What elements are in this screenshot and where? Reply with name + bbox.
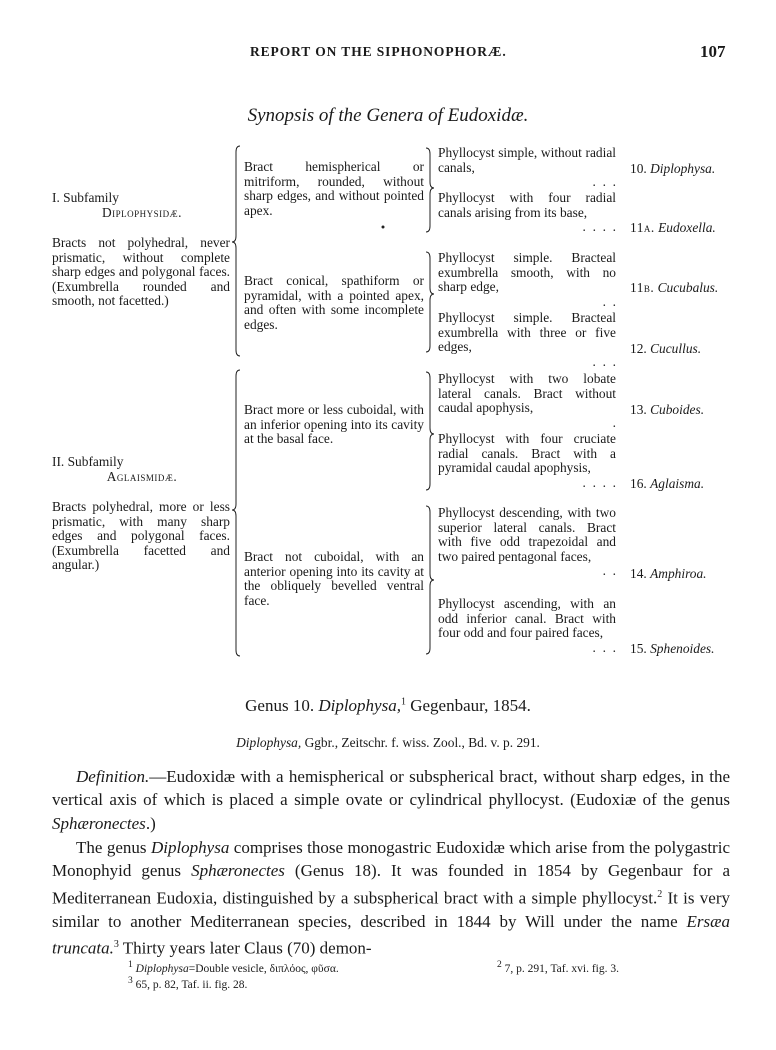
leader-dots: . . . . bbox=[575, 474, 616, 490]
subfamily-1-name: Diplophysidæ. bbox=[101, 204, 183, 220]
subfamily-1-description: Bracts not polyhedral, never prismatic, without complete sharp edges and polygonal faces. (Exumbrella rounded and smooth, not facetted.) bbox=[52, 235, 230, 309]
genus-entry-eudoxella: 11a. Eudoxella. bbox=[630, 220, 716, 235]
genus-entry-cuboides: 13. Cuboides. bbox=[630, 402, 705, 417]
synopsis-title: Synopsis of the Genera of Eudoxidæ. bbox=[247, 105, 529, 126]
brace-group-1-right bbox=[426, 148, 434, 232]
bract-group-4: Bract not cuboidal, with an anterior opening into its cavity at the obliquely bevelled ventral face. bbox=[244, 549, 424, 608]
option-cucullus: Phyllocyst simple. Bracteal exumbrella with three or five edges, . . . bbox=[438, 310, 616, 369]
footnote-3: $^3$ 65, p. 82, Taf. ii. fig. 28. bbox=[128, 975, 248, 991]
genus-entry-cucullus: 12. Cucullus. bbox=[630, 341, 702, 356]
genus-entry-amphiroa: 14. Amphiroa. bbox=[630, 566, 707, 581]
leader-dots: . . . . bbox=[575, 219, 616, 235]
footnote-2: $^2$ 7, p. 291, Taf. xvi. fig. 3. bbox=[497, 959, 619, 975]
body-paragraph: The genus Diplophysa comprises those monogastric Eudoxidæ which arise from the polygastric Monophyid genus Sphæronectes (Genus 18). It was founded in 1854 by Gegenbaur for a Mediterranean Eudoxia, distinguished by a subspherical bract with a simple phyllocyst.$^2$ It is very similar to another Mediterranean species, described in 1844 by Will under the name Ersæa truncata.$^3$ Thirty years later Claus (70) demon- bbox=[52, 838, 731, 958]
brace-subfamily-2-left bbox=[232, 370, 240, 656]
subfamily-2-label: II. Subfamily Aglaismidæ. bbox=[52, 455, 232, 484]
genus-reference: Diplophysa, Ggbr., Zeitschr. f. wiss. Zool., Bd. v. p. 291. bbox=[236, 735, 540, 750]
page-number: 107 bbox=[700, 42, 726, 61]
bract-group-1: Bract hemispherical or mitriform, rounded, without sharp edges, and without pointed apex. bbox=[244, 159, 424, 218]
option-diplophysa: Phyllocyst simple, without radial canals, . . . bbox=[438, 145, 616, 190]
leader-dots: . . . bbox=[585, 353, 616, 369]
brace-group-4-right bbox=[426, 506, 434, 654]
genus-heading: Genus 10. Diplophysa,$^1$ Gegenbaur, 1854. bbox=[245, 696, 531, 715]
brace-group-2-right bbox=[426, 252, 434, 352]
option-aglaisma: Phyllocyst with four cruciate radial canals. Bract with a pyramidal caudal apophysis, . . . . bbox=[438, 431, 616, 490]
bract-group-2: Bract conical, spathiform or pyramidal, with a pointed apex, and often with some incomplete edges. bbox=[244, 273, 424, 332]
genus-entry-cucubalus: 11b. Cucubalus. bbox=[630, 280, 719, 295]
leader-dots: . . bbox=[595, 563, 616, 579]
stray-ink-dot bbox=[382, 226, 385, 229]
option-cuboides: Phyllocyst with two lobate lateral canals. Bract without caudal apophysis, . bbox=[438, 371, 616, 430]
subfamily-1-label: I. Subfamily Diplophysidæ. bbox=[52, 191, 232, 220]
genus-entry-aglaisma: 16. Aglaisma. bbox=[630, 476, 705, 491]
leader-dots: . . bbox=[595, 293, 616, 309]
subfamily-2-description: Bracts polyhedral, more or less prismatic, with many sharp edges and polygonal faces. (Exumbrella facetted and angular.) bbox=[52, 499, 230, 573]
bract-group-3: Bract more or less cuboidal, with an inferior opening into its cavity at the basal face. bbox=[244, 402, 424, 447]
brace-subfamily-1-left bbox=[232, 146, 240, 356]
genus-entry-sphenoides: 15. Sphenoides. bbox=[630, 641, 715, 656]
running-header-title: REPORT ON THE SIPHONOPHORÆ. bbox=[250, 44, 507, 59]
footnote-1: $^1$ Diplophysa=Double vesicle, διπλόος, φῦσα. bbox=[128, 959, 339, 975]
option-eudoxella: Phyllocyst with four radial canals arising from its base, . . . . bbox=[438, 190, 616, 235]
definition-paragraph: Definition.—Eudoxidæ with a hemispherical or subspherical bract, without sharp edges, in the vertical axis of which is placed a simple ovate or cylindrical phyllocyst. (Eudoxiæ of the genus Sphæronectes.) bbox=[52, 767, 730, 833]
brace-group-3-right bbox=[426, 372, 434, 490]
option-amphiroa: Phyllocyst descending, with two superior lateral canals. Bract with five odd trapezoidal and two paired pentagonal faces, . . bbox=[438, 505, 616, 579]
option-sphenoides: Phyllocyst ascending, with an odd inferior canal. Bract with four odd and four paired faces, . . . bbox=[438, 596, 616, 655]
option-cucubalus: Phyllocyst simple. Bracteal exumbrella smooth, with no sharp edge, . . bbox=[438, 250, 616, 309]
leader-dots: . . . bbox=[585, 639, 616, 655]
genus-entry-diplophysa: 10. Diplophysa. bbox=[630, 161, 716, 176]
leader-dots: . . . bbox=[585, 174, 616, 190]
leader-dots: . bbox=[605, 414, 616, 430]
subfamily-2-name: Aglaismidæ. bbox=[106, 468, 178, 484]
